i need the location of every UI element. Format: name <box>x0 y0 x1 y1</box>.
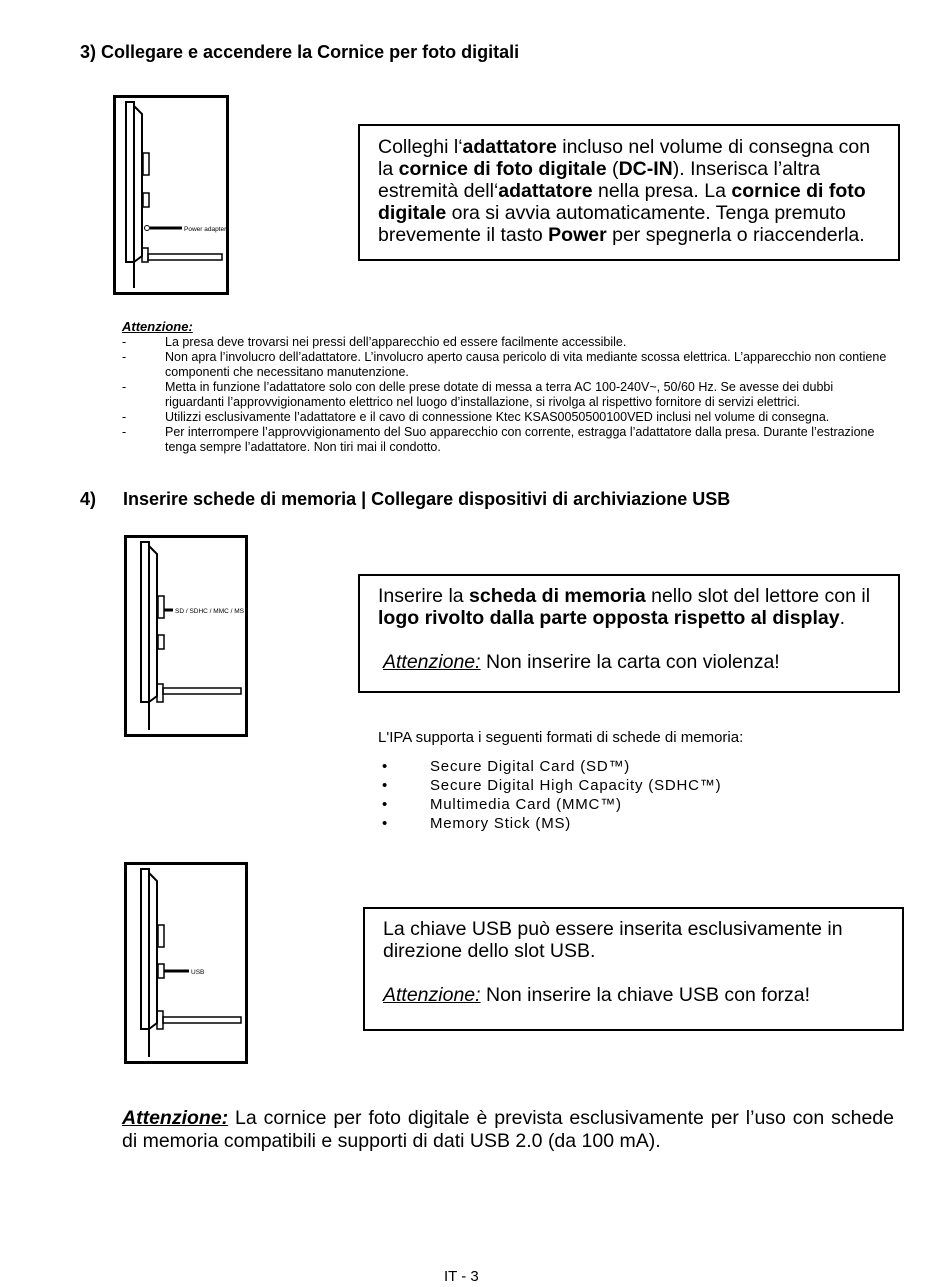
format-item: • Memory Stick (MS) <box>378 814 838 833</box>
formats-intro: L'IPA supporta i seguenti formati di schede di memoria: <box>378 729 744 746</box>
formats-list <box>378 757 838 833</box>
section-3-warnings <box>122 319 892 455</box>
warnings-title: Attenzione: <box>122 319 193 334</box>
page-number: IT - 3 <box>444 1268 479 1285</box>
format-item: • Secure Digital Card (SD™) <box>378 757 838 776</box>
usb-figure <box>124 862 248 1064</box>
warning-item: - Utilizzi esclusivamente l’adattatore e il cavo di connessione Ktec KSAS0050500100VED inclusi nel volume di consegna. <box>122 410 892 425</box>
usb-slot-label: USB <box>191 969 205 976</box>
warning-item: - Per interrompere l’approvvigionamento del Suo apparecchio con corrente, estragga l’adattatore dalla presa. Durante l’estrazione tenga sempre l’adattatore. Non tiri mai il condotto. <box>122 425 892 455</box>
frame-side-illustration <box>116 98 226 292</box>
memory-card-box: Inserire la scheda di memoria nello slot del lettore con il logo rivolto dalla parte opposta rispetto al display. Attenzione: Non inserire la carta con violenza! <box>358 574 900 693</box>
usb-box: La chiave USB può essere inserita esclusivamente in direzione dello slot USB. Attenzione: Non inserire la chiave USB con forza! <box>363 907 904 1031</box>
warning-item: - La presa deve trovarsi nei pressi dell’apparecchio ed essere facilmente accessibile. <box>122 335 892 350</box>
final-warning: Attenzione: La cornice per foto digitale è prevista esclusivamente per l’uso con schede di memoria compatibili e supporti di dati USB 2.0 (da 100 mA). <box>122 1107 894 1152</box>
warning-item: - Non apra l’involucro dell’adattatore. L’involucro aperto causa pericolo di vita mediante scossa elettrica. L’apparecchio non contiene componenti che necessitano manutenzione. <box>122 350 892 380</box>
power-adapter-figure <box>113 95 229 295</box>
warning-item: - Metta in funzione l’adattatore solo con delle prese dotate di messa a terra AC 100-240V~, 50/60 Hz. Se avesse dei dubbi riguardanti l’approvvigionamento elettrico nel luogo d’installazione, si rivolga al rispettivo fornitore di servizi elettrici. <box>122 380 892 410</box>
frame-side-illustration <box>127 865 245 1061</box>
memory-card-figure <box>124 535 248 737</box>
section-4-heading-number: 4) <box>80 489 97 509</box>
power-adapter-label: Power adapter <box>184 226 226 233</box>
warnings-list <box>122 335 892 455</box>
power-instructions-box: Colleghi l‘adattatore incluso nel volume di consegna con la cornice di foto digitale (DC-IN). Inserisca l’altra estremità dell‘adattatore nella presa. La cornice di foto digitale ora si avvia automaticamente. Tenga premuto brevemente il tasto Power per spegnerla o riaccenderla. <box>358 124 900 261</box>
format-item: • Multimedia Card (MMC™) <box>378 795 838 814</box>
format-item: • Secure Digital High Capacity (SDHC™) <box>378 776 838 795</box>
frame-side-illustration <box>127 538 245 734</box>
section-3-heading: 3) Collegare e accendere la Cornice per foto digitali <box>80 42 520 62</box>
memory-card-slot-label: SD / SDHC / MMC / MS <box>175 608 244 615</box>
section-4-heading: Inserire schede di memoria | Collegare dispositivi di archiviazione USB <box>123 489 731 509</box>
